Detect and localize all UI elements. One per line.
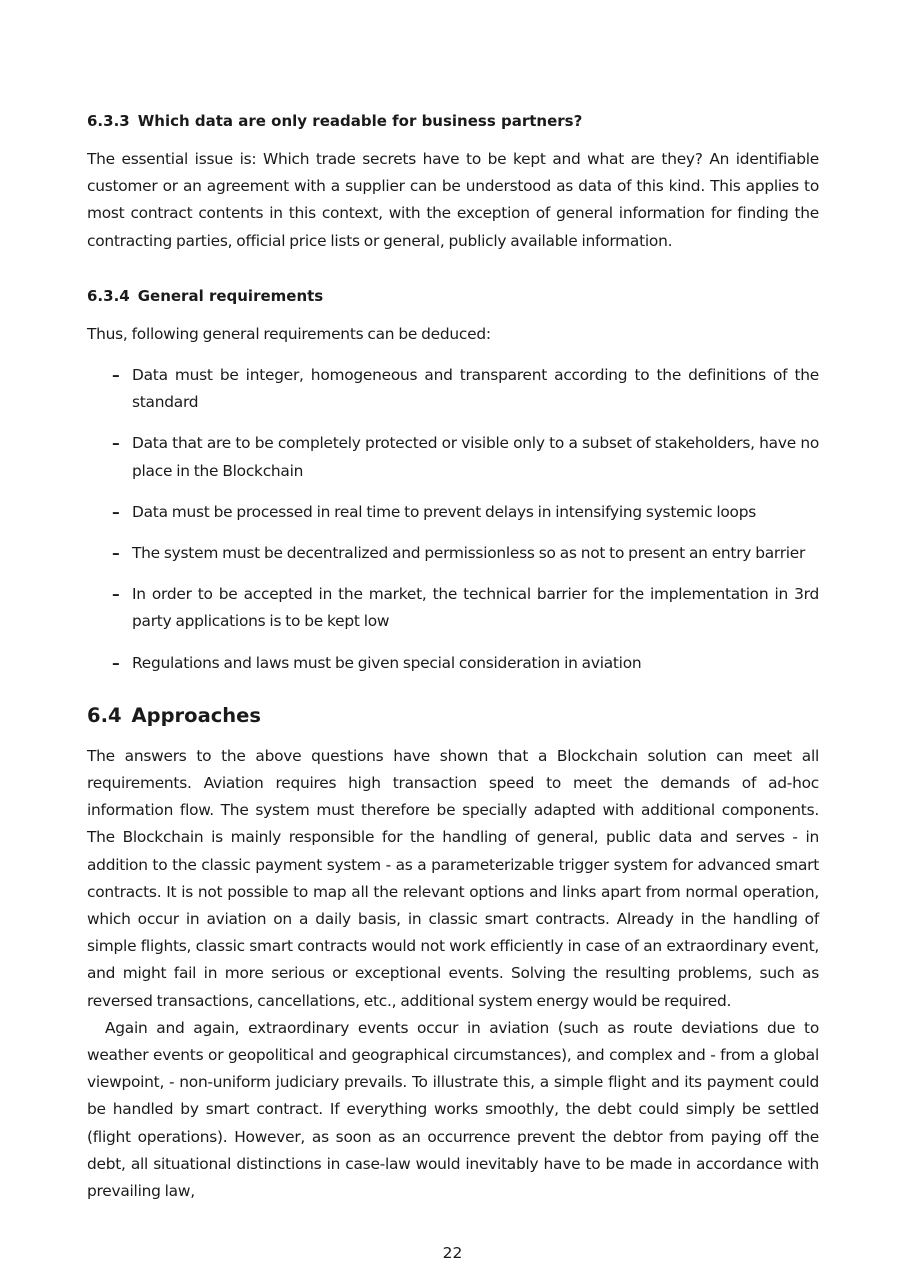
- subsection-title: General requirements: [137, 286, 324, 305]
- subsection-title: Which data are only readable for business partners?: [137, 112, 583, 130]
- dash-bullet: –: [112, 653, 120, 672]
- requirements-intro: Thus, following general requirements can be deduced:: [87, 324, 491, 343]
- subsection-number: 6.3.4: [87, 286, 130, 305]
- dash-bullet: –: [112, 585, 120, 604]
- paragraph-approaches-1: The answers to the above questions have shown that a Blockchain solution can meet all requirements. Aviation requires high transaction speed to meet the demands of ad-hoc information flow. The system must therefore be specially adapted with additional components. The Blockchain is mainly responsible for the handling of general, public data and serves - in addition to the classic payment system - as a parameterizable trigger system for advanced smart contracts. It is not possible to map all the relevant options and links apart from normal operation, which occur in aviation on a daily basis, in classic smart contracts. Already in the handling of simple flights, classic smart contracts would not work efficiently in case of an extraordinary event, and might fail in more serious or exceptional events. Solving the resulting problems, such as reversed transactions, cancellations, etc., additional system energy would be required.: [87, 746, 819, 1010]
- dash-bullet: –: [112, 366, 120, 385]
- subsection-heading-6-3-4: [87, 283, 819, 309]
- list-item: – Regulations and laws must be given special consideration in aviation: [87, 650, 819, 677]
- requirements-list: [87, 362, 819, 677]
- list-item: – Data that are to be completely protected or visible only to a subset of stakeholders, have no place in the Blockchain: [87, 430, 819, 484]
- dash-bullet: –: [112, 502, 120, 521]
- paragraph-trade-secrets: The essential issue is: Which trade secrets have to be kept and what are they? An identifiable customer or an agreement with a supplier can be understood as data of this kind. This applies to most contract contents in this context, with the exception of general information for finding the contracting parties, official price lists or general, publicly available information.: [87, 150, 819, 250]
- section-heading-6-4: [87, 701, 819, 731]
- list-item: – In order to be accepted in the market, the technical barrier for the implementation in 3rd party applications is to be kept low: [87, 581, 819, 635]
- page-number: 22: [442, 1244, 463, 1262]
- subsection-heading-6-3-3: [87, 108, 819, 134]
- page-body: [87, 108, 819, 1205]
- subsection-number: 6.3.3: [87, 112, 130, 130]
- list-item: – The system must be decentralized and permissionless so as not to present an entry barrier: [87, 540, 819, 567]
- paragraph-approaches-2: Again and again, extraordinary events occur in aviation (such as route deviations due to weather events or geopolitical and geographical circumstances), and complex and - from a global viewpoint, - non-uniform judiciary prevails. To illustrate this, a simple flight and its payment could be handled by smart contract. If everything works smoothly, the debt could simply be settled (flight operations). However, as soon as an occurrence prevent the debtor from paying off the debt, all situational distinctions in case-law would inevitably have to be made in accordance with prevailing law,: [87, 1018, 819, 1201]
- list-item: – Data must be integer, homogeneous and transparent according to the definitions of the standard: [87, 362, 819, 416]
- dash-bullet: –: [112, 544, 120, 563]
- section-number: 6.4: [87, 703, 122, 727]
- dash-bullet: –: [112, 434, 120, 453]
- list-item: – Data must be processed in real time to prevent delays in intensifying systemic loops: [87, 499, 819, 526]
- section-title: Approaches: [131, 703, 262, 727]
